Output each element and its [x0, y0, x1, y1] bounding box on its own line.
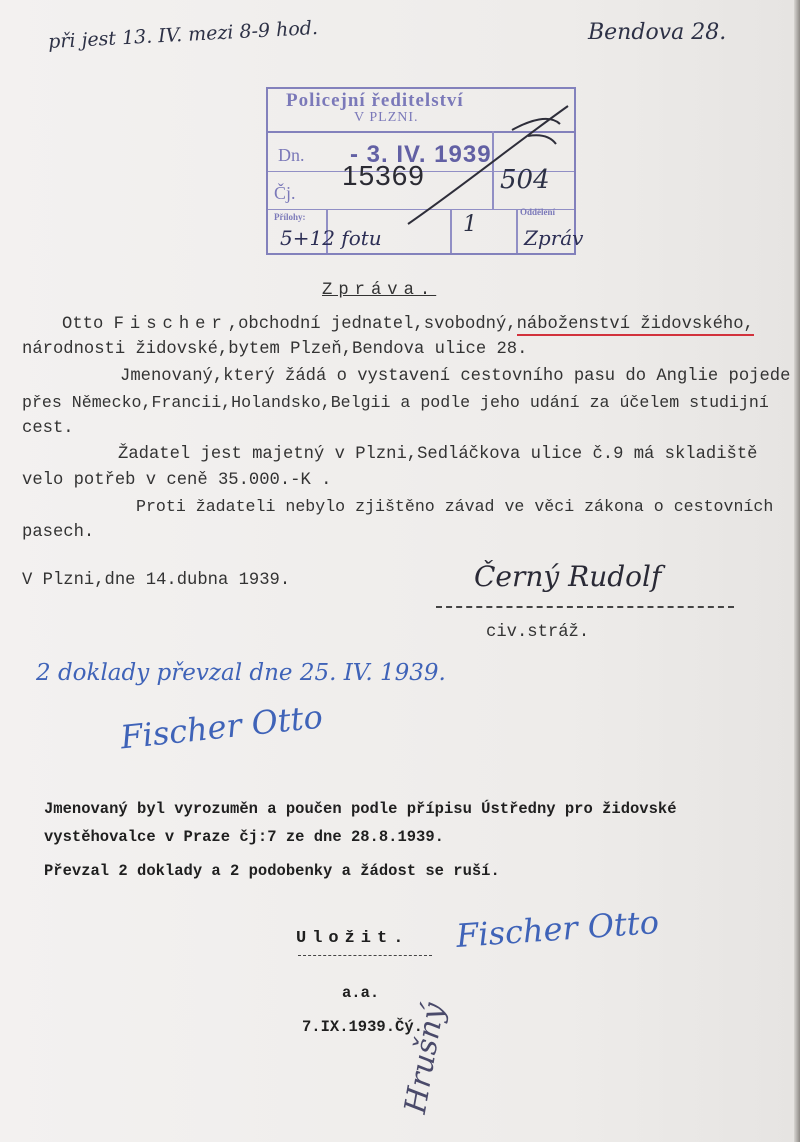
page-edge-shadow — [794, 0, 800, 1142]
stamp-title: Policejní ředitelství — [286, 90, 464, 111]
report-line-7: velo potřeb v ceně 35.000.-K . — [22, 471, 332, 490]
handwritten-address-top-right: Bendova 28. — [588, 20, 727, 45]
report-line-1-start: Otto — [62, 315, 114, 334]
pen-stroke-mark — [400, 100, 580, 230]
closing-signature: Fischer Otto — [454, 902, 661, 956]
report-line-2: národnosti židovské,bytem Plzeň,Bendova ulice 28. — [22, 340, 528, 359]
receipt-note: 2 doklady převzal dne 25. IV. 1939. — [36, 660, 446, 686]
handwritten-oddeleni: Zpráv — [524, 226, 584, 250]
report-heading: Zpráva. — [322, 281, 437, 300]
stamp-oddeleni-label: Oddělení — [520, 207, 556, 217]
signature-dashed-line — [436, 606, 734, 608]
officer-role: civ.stráž. — [486, 623, 590, 642]
stamp-subtitle: V PLZNI. — [354, 110, 419, 125]
notice-line-3: Převzal 2 doklady a 2 podobenky a žádost se ruší. — [44, 862, 500, 880]
handwritten-prilohy: 5+12 fotu — [280, 226, 382, 250]
handwritten-ref-number: 504 — [500, 165, 550, 195]
report-line-8: Proti žadateli nebylo zjištěno závad ve věci zákona o cestovních — [136, 497, 774, 516]
applicant-surname: Fischer — [113, 315, 228, 334]
receipt-signature: Fischer Otto — [118, 697, 325, 757]
notice-line-2: vystěhovalce v Praze čj:7 ze dne 28.8.1939. — [44, 828, 444, 846]
registry-number: 15369 — [342, 160, 425, 191]
stamp-cj-label: Čj. — [274, 183, 296, 203]
report-line-1 — [62, 314, 754, 336]
report-line-1-mid: ,obchodní jednatel,svobodný, — [227, 315, 517, 334]
report-line-5: cest. — [22, 419, 74, 438]
handwritten-note-top-left: při jest 13. IV. mezi 8-9 hod. — [47, 16, 319, 54]
stamp-dne-label: Dn. — [278, 145, 305, 165]
report-line-4: přes Německo,Francii,Holandsko,Belgii a podle jeho udání za účelem studijní — [22, 393, 769, 412]
closing-aa: a.a. — [342, 984, 380, 1002]
report-line-6: Žadatel jest majetný v Plzni,Sedláčkova ulice č.9 má skladiště — [118, 445, 758, 464]
closing-initials: Hrušný — [398, 1000, 452, 1117]
closing-date: 7.IX.1939.Čý. — [302, 1018, 423, 1036]
handwritten-count: 1 — [463, 212, 477, 237]
report-line-3: Jmenovaný,který žádá o vystavení cestovního pasu do Anglie pojede — [120, 367, 791, 386]
stamp-prilohy-label: Přílohy: — [274, 212, 306, 222]
closing-ulozit: Uložit. — [296, 929, 410, 948]
closing-dashed-line — [298, 955, 432, 956]
officer-signature: Černý Rudolf — [474, 560, 662, 593]
notice-line-1: Jmenovaný byl vyrozuměn a poučen podle přípisu Ústředny pro židovské — [44, 800, 677, 818]
religion-phrase: náboženství židovského, — [516, 315, 754, 334]
stamp-date: - 3. IV. 1939 — [350, 141, 492, 168]
report-place-date: V Plzni,dne 14.dubna 1939. — [22, 571, 291, 590]
report-line-9: pasech. — [22, 523, 95, 542]
